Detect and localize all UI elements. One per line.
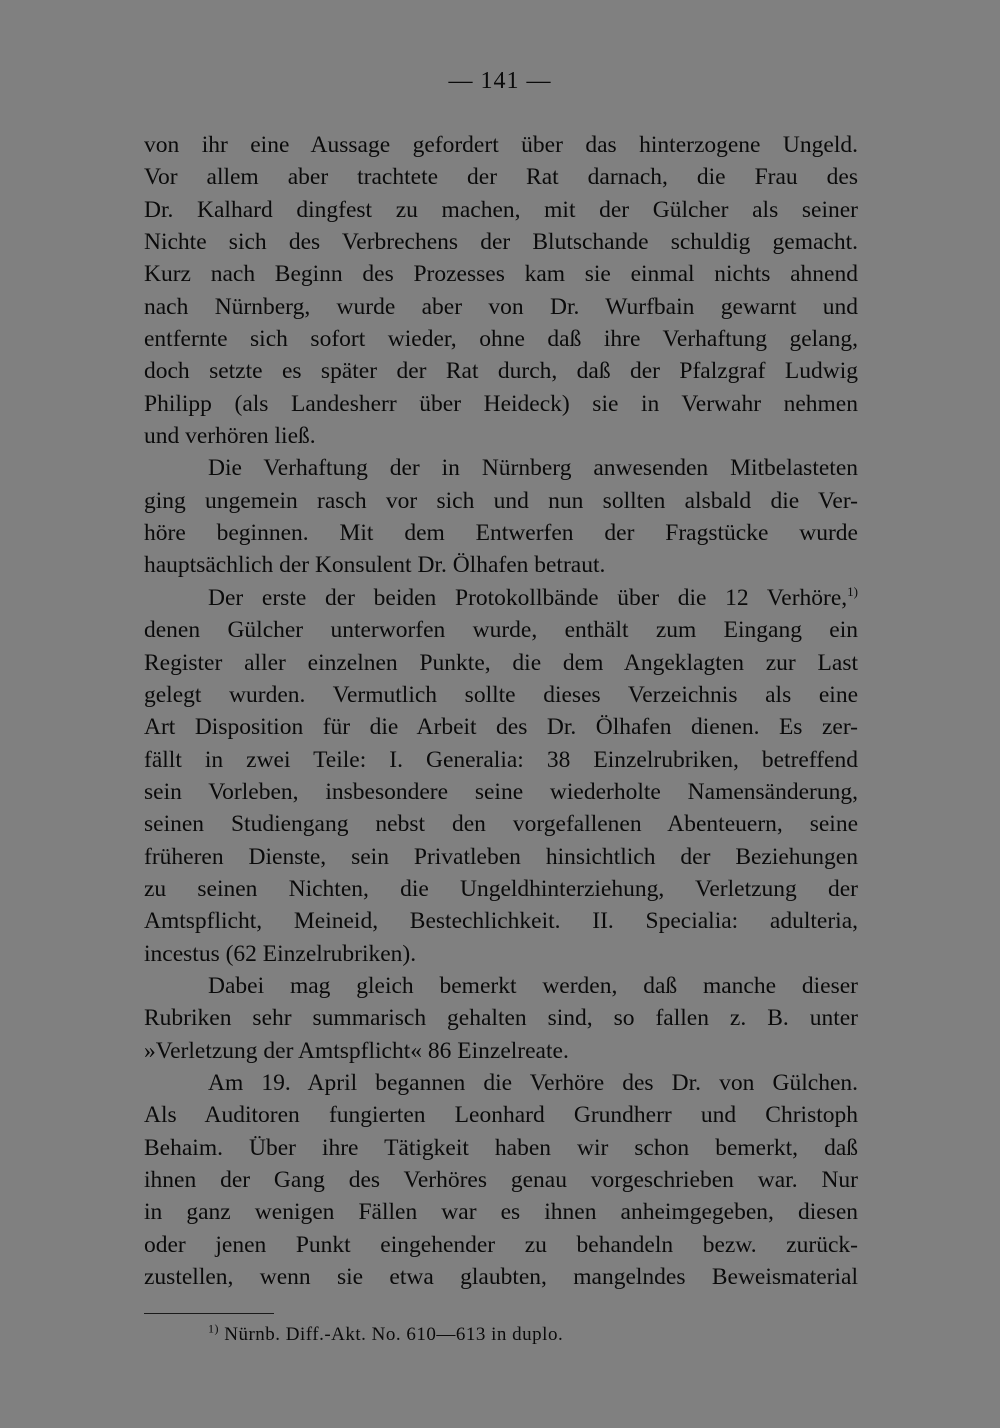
text-line: doch setzte es später der Rat durch, daß der Pfalzgraf Ludwig <box>144 358 858 385</box>
text-line: Als Auditoren fungierten Leonhard Grundherr und Christoph <box>144 1102 858 1129</box>
text-line: Nichte sich des Verbrechens der Blutschande schuldig gemacht. <box>144 229 858 256</box>
text-line: seinen Studiengang nebst den vorgefallenen Abenteuern, seine <box>144 811 858 838</box>
text-line: Dabei mag gleich bemerkt werden, daß manche dieser <box>208 972 858 999</box>
text-line: Kurz nach Beginn des Prozesses kam sie einmal nichts ahnend <box>144 261 858 288</box>
footnote-text: Nürnb. Diff.-Akt. No. 610—613 in duplo. <box>224 1324 564 1345</box>
text-line: oder jenen Punkt eingehender zu behandeln bezw. zurück- <box>144 1231 858 1258</box>
text-line: Dr. Kalhard dingfest zu machen, mit der Gülcher als seiner <box>144 196 858 223</box>
text-line: höre beginnen. Mit dem Entwerfen der Fragstücke wurde <box>144 520 858 547</box>
text-line: ihnen der Gang des Verhöres genau vorgeschrieben war. Nur <box>144 1167 858 1193</box>
text-line-with-footnote-ref <box>144 582 858 614</box>
text-line: Am 19. April begannen die Verhöre des Dr. von Gülchen. <box>208 1069 858 1096</box>
text-line: in ganz wenigen Fällen war es ihnen anheimgegeben, diesen <box>144 1199 858 1226</box>
text-line: sein Vorleben, insbesondere seine wiederholte Namensänderung, <box>144 778 858 805</box>
text-line-content: Der erste der beiden Protokollbände über die 12 Verhöre, <box>208 584 848 611</box>
page-number: — 141 — <box>448 68 552 94</box>
text-line: Amtspflicht, Meineid, Bestechlichkeit. II. Specialia: adulteria, <box>144 908 858 935</box>
text-line: gelegt wurden. Vermutlich sollte dieses Verzeichnis als eine <box>144 681 858 708</box>
text-line: fällt in zwei Teile: I. Generalia: 38 Einzelrubriken, betreffend <box>144 746 858 773</box>
text-line: denen Gülcher unterworfen wurde, enthält zum Eingang ein <box>144 617 858 644</box>
text-line: zustellen, wenn sie etwa glaubten, mangelndes Beweismaterial <box>144 1264 858 1291</box>
text-line: Behaim. Über ihre Tätigkeit haben wir schon bemerkt, daß <box>144 1134 858 1161</box>
footnote <box>208 1322 563 1348</box>
text-line: von ihr eine Aussage gefordert über das hinterzogene Ungeld. <box>144 132 858 158</box>
text-line: Register aller einzelnen Punkte, die dem Angeklagten zur Last <box>144 649 858 676</box>
text-line: Die Verhaftung der in Nürnberg anwesenden Mitbelasteten <box>208 455 858 482</box>
text-line: Art Disposition für die Arbeit des Dr. Ölhafen dienen. Es zer- <box>144 714 858 741</box>
text-line: »Verletzung der Amtspflicht« 86 Einzelreate. <box>144 1037 569 1064</box>
text-line: nach Nürnberg, wurde aber von Dr. Wurfbain gewarnt und <box>144 293 858 320</box>
text-line: Philipp (als Landesherr über Heideck) sie in Verwahr nehmen <box>144 390 858 417</box>
text-line: entfernte sich sofort wieder, ohne daß ihre Verhaftung gelang, <box>144 326 858 353</box>
text-line: incestus (62 Einzelrubriken). <box>144 940 417 967</box>
footnote-reference: 1) <box>847 583 858 599</box>
text-line: Vor allem aber trachtete der Rat darnach, die Frau des <box>144 164 858 191</box>
footnote-mark: 1) <box>208 1321 219 1336</box>
text-line: hauptsächlich der Konsulent Dr. Ölhafen betraut. <box>144 552 606 579</box>
text-line: ging ungemein rasch vor sich und nun sollten alsbald die Ver- <box>144 487 858 514</box>
text-line: zu seinen Nichten, die Ungeldhinterziehung, Verletzung der <box>144 875 858 902</box>
footnote-divider <box>144 1313 274 1314</box>
body-text <box>144 129 858 1293</box>
text-line: Rubriken sehr summarisch gehalten sind, so fallen z. B. unter <box>144 1005 858 1032</box>
text-line: früheren Dienste, sein Privatleben hinsichtlich der Beziehungen <box>144 843 858 870</box>
text-line: und verhören ließ. <box>144 423 316 450</box>
